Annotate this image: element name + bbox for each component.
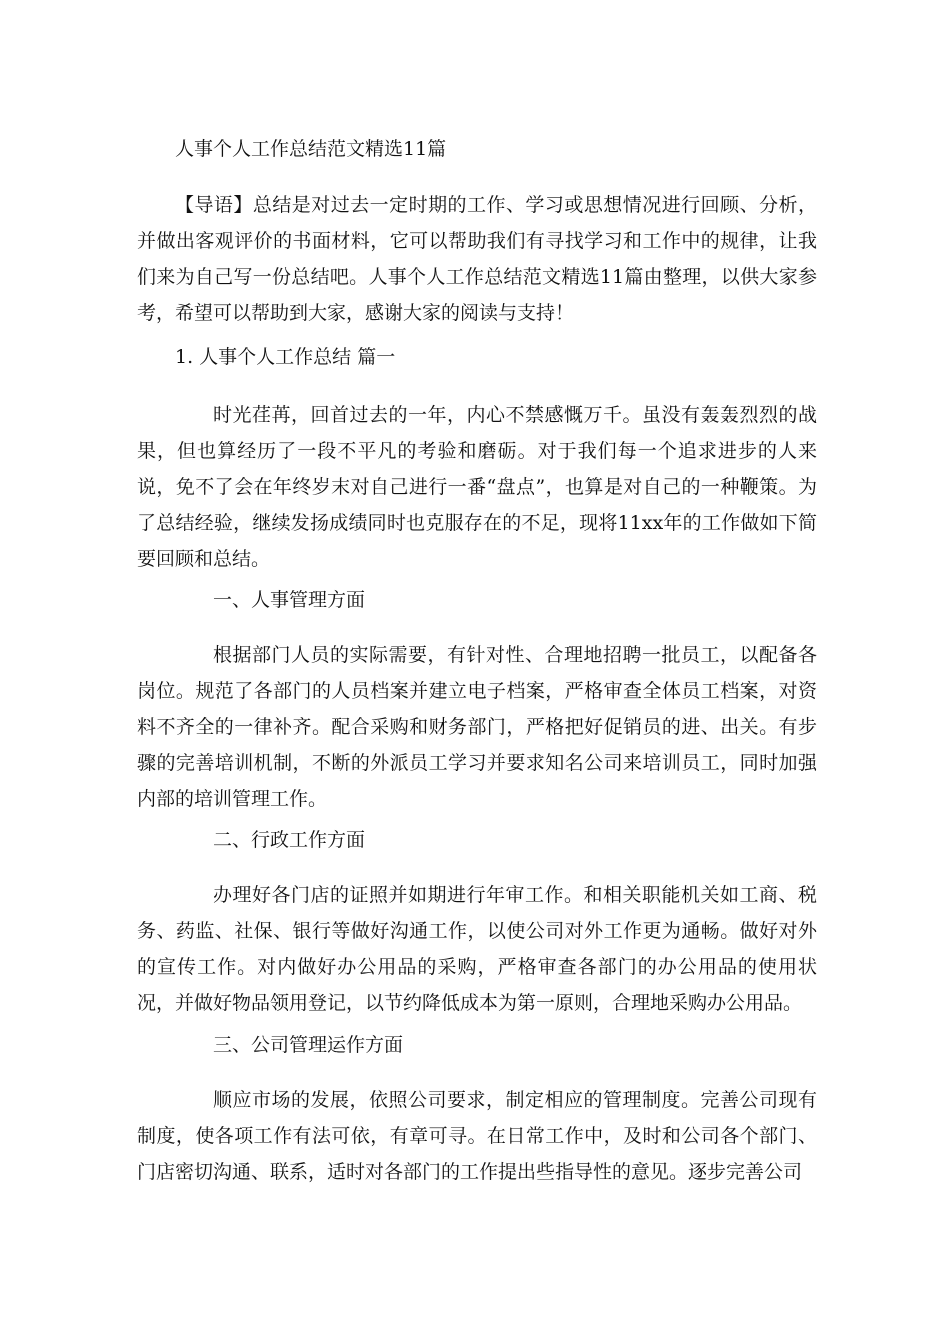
subheading-administration: 二、行政工作方面	[213, 829, 366, 851]
intro-paragraph: 【导语】总结是对过去一定时期的工作、学习或思想情况进行回顾、分析，并做出客观评价的书面材料，它可以帮助我们有寻找学习和工作中的规律，让我们来为自己写一份总结吧。人事个人工作总结范文精选11篇由整理，以供大家参考，希望可以帮助到大家，感谢大家的阅读与支持！	[137, 194, 817, 324]
document-title: 人事个人工作总结范文精选11篇	[175, 138, 447, 160]
paragraph-operations: 顺应市场的发展，依照公司要求，制定相应的管理制度。完善公司现有制度，使各项工作有法可依，有章可寻。在日常工作中，及时和公司各个部门、门店密切沟通、联系，适时对各部门的工作提出些指导性的意见。逐步完善公司	[137, 1089, 817, 1183]
subheading-operations: 三、公司管理运作方面	[213, 1034, 404, 1056]
subheading-personnel: 一、人事管理方面	[213, 589, 366, 611]
section-paragraph: 时光荏苒，回首过去的一年，内心不禁感慨万千。虽没有轰轰烈烈的战果，但也算经历了一段不平凡的考验和磨砺。对于我们每一个追求进步的人来说，免不了会在年终岁末对自己进行一番“盘点”，也算是对自己的一种鞭策。为了总结经验，继续发扬成绩同时也克服存在的不足，现将11xx年的工作做如下简要回顾和总结。	[137, 404, 817, 570]
paragraph-personnel: 根据部门人员的实际需要，有针对性、合理地招聘一批员工，以配备各岗位。规范了各部门的人员档案并建立电子档案，严格审查全体员工档案，对资料不齐全的一律补齐。配合采购和财务部门，严格把好促销员的进、出关。有步骤的完善培训机制，不断的外派员工学习并要求知名公司来培训员工，同时加强内部的培训管理工作。	[137, 644, 817, 810]
paragraph-administration: 办理好各门店的证照并如期进行年审工作。和相关职能机关如工商、税务、药监、社保、银行等做好沟通工作，以使公司对外工作更为通畅。做好对外的宣传工作。对内做好办公用品的采购，严格审查各部门的办公用品的使用状况，并做好物品领用登记，以节约降低成本为第一原则，合理地采购办公用品。	[137, 884, 817, 1014]
section-heading: 1. 人事个人工作总结 篇一	[175, 346, 396, 368]
